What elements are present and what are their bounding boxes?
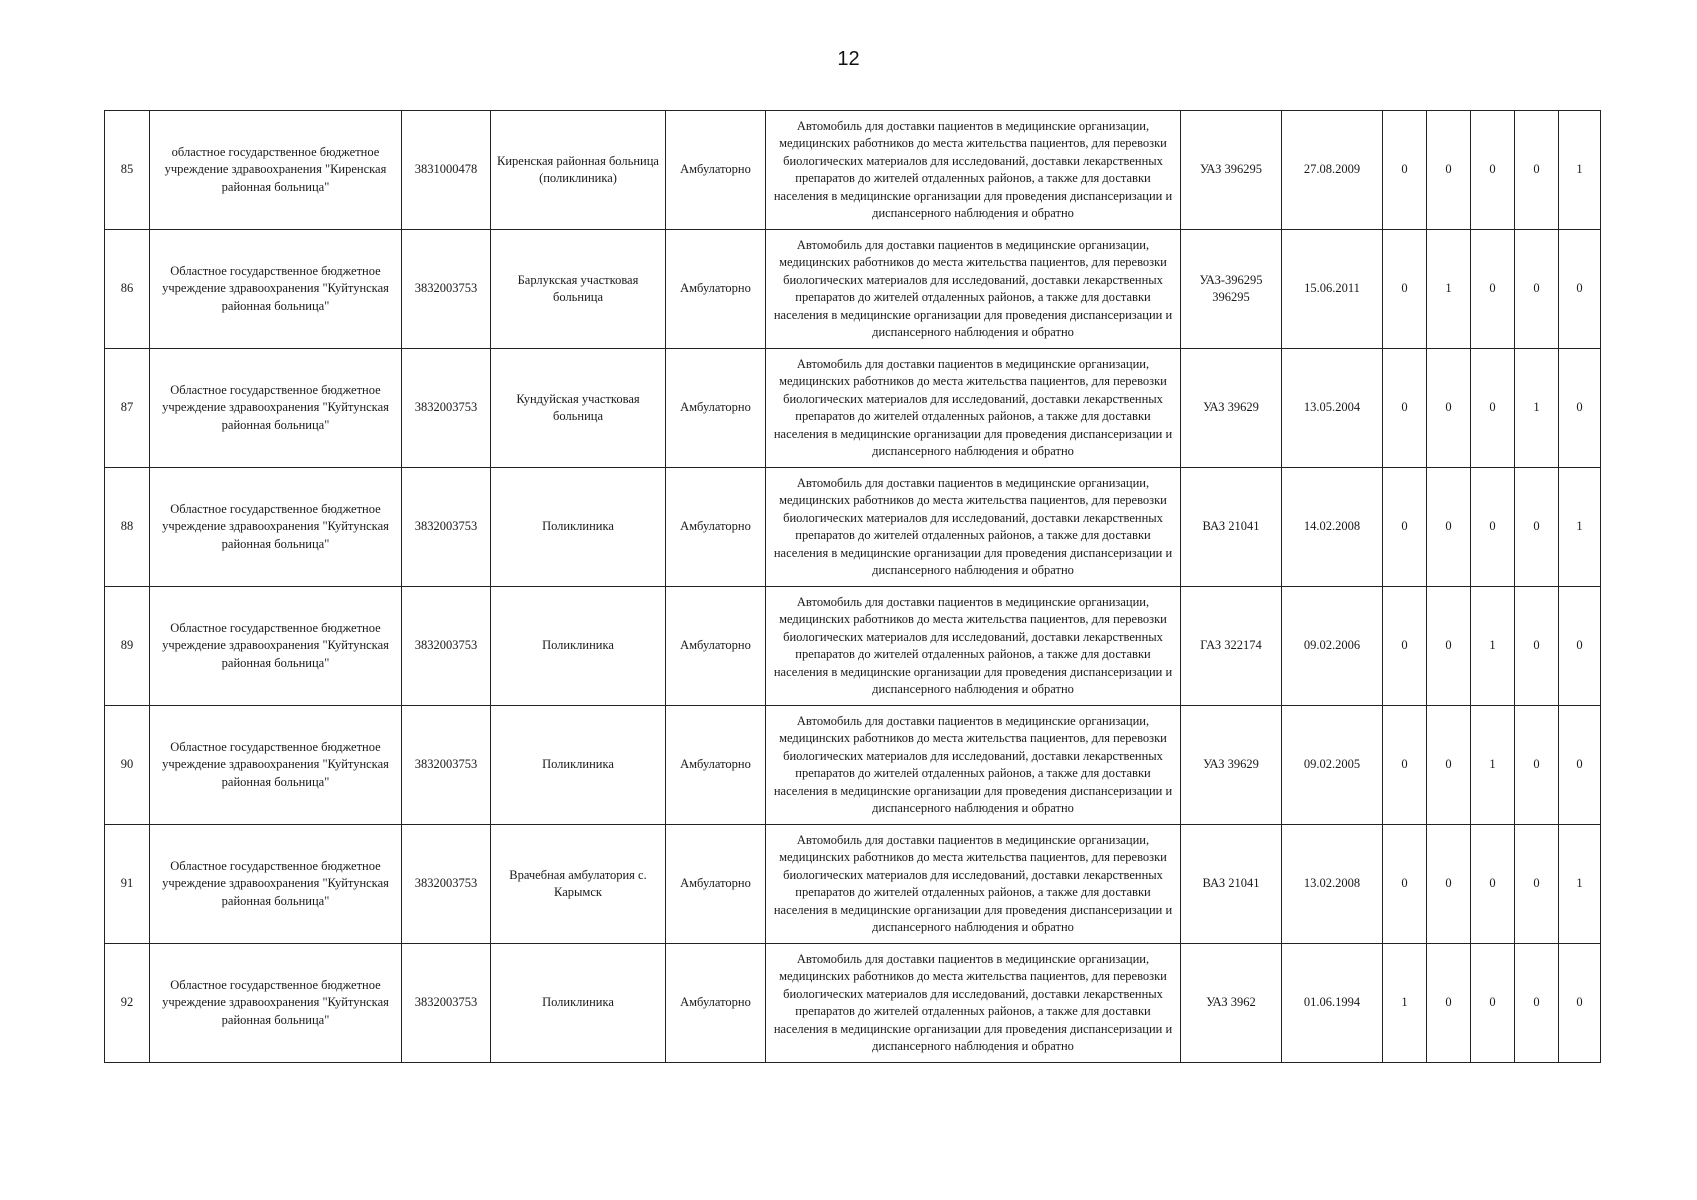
care-type: Амбулаторно (666, 825, 766, 944)
table-row (105, 944, 1601, 1063)
subdivision: Кундуйская участковая больница (491, 349, 666, 468)
count-col-5: 0 (1559, 230, 1601, 349)
vehicle-purpose: Автомобиль для доставки пациентов в медицинские организации, медицинских работников до места жительства пациентов, для перевозки биологических материалов для исследований, доставки лекарственных препаратов до жителей отдаленных районов, а также для доставки населения в медицинские организации для проведения диспансеризации и диспансерного наблюдения и обратно (766, 349, 1181, 468)
registration-date: 14.02.2008 (1282, 468, 1383, 587)
care-type: Амбулаторно (666, 944, 766, 1063)
count-col-5: 0 (1559, 587, 1601, 706)
count-col-2: 0 (1427, 587, 1471, 706)
inn: 3831000478 (402, 111, 491, 230)
vehicle-model: УАЗ-396295 396295 (1181, 230, 1282, 349)
organization-name: Областное государственное бюджетное учреждение здравоохранения "Куйтунская районная больница" (150, 230, 402, 349)
count-col-1: 1 (1383, 944, 1427, 1063)
count-col-3: 1 (1471, 706, 1515, 825)
count-col-3: 0 (1471, 944, 1515, 1063)
registration-date: 09.02.2006 (1282, 587, 1383, 706)
care-type: Амбулаторно (666, 349, 766, 468)
registration-date: 15.06.2011 (1282, 230, 1383, 349)
count-col-1: 0 (1383, 587, 1427, 706)
inn: 3832003753 (402, 468, 491, 587)
subdivision: Поликлиника (491, 706, 666, 825)
count-col-2: 0 (1427, 825, 1471, 944)
vehicle-model: УАЗ 3962 (1181, 944, 1282, 1063)
registration-date: 09.02.2005 (1282, 706, 1383, 825)
vehicle-model: ВАЗ 21041 (1181, 468, 1282, 587)
registration-date: 13.02.2008 (1282, 825, 1383, 944)
table-row (105, 468, 1601, 587)
count-col-1: 0 (1383, 349, 1427, 468)
count-col-3: 1 (1471, 587, 1515, 706)
count-col-3: 0 (1471, 825, 1515, 944)
count-col-1: 0 (1383, 825, 1427, 944)
count-col-1: 0 (1383, 230, 1427, 349)
row-number: 92 (105, 944, 150, 1063)
vehicle-model: УАЗ 39629 (1181, 349, 1282, 468)
row-number: 91 (105, 825, 150, 944)
count-col-4: 0 (1515, 825, 1559, 944)
inn: 3832003753 (402, 349, 491, 468)
vehicle-model: УАЗ 39629 (1181, 706, 1282, 825)
count-col-4: 0 (1515, 944, 1559, 1063)
count-col-4: 0 (1515, 230, 1559, 349)
vehicle-model: ГАЗ 322174 (1181, 587, 1282, 706)
vehicle-purpose: Автомобиль для доставки пациентов в медицинские организации, медицинских работников до места жительства пациентов, для перевозки биологических материалов для исследований, доставки лекарственных препаратов до жителей отдаленных районов, а также для доставки населения в медицинские организации для проведения диспансеризации и диспансерного наблюдения и обратно (766, 468, 1181, 587)
table-row (105, 230, 1601, 349)
organization-name: Областное государственное бюджетное учреждение здравоохранения "Куйтунская районная больница" (150, 468, 402, 587)
organization-name: областное государственное бюджетное учреждение здравоохранения "Киренская районная больница" (150, 111, 402, 230)
inn: 3832003753 (402, 587, 491, 706)
count-col-4: 0 (1515, 468, 1559, 587)
count-col-5: 0 (1559, 706, 1601, 825)
vehicle-model: ВАЗ 21041 (1181, 825, 1282, 944)
subdivision: Поликлиника (491, 468, 666, 587)
count-col-3: 0 (1471, 111, 1515, 230)
row-number: 90 (105, 706, 150, 825)
count-col-2: 0 (1427, 468, 1471, 587)
inn: 3832003753 (402, 706, 491, 825)
count-col-1: 0 (1383, 706, 1427, 825)
row-number: 85 (105, 111, 150, 230)
vehicle-purpose: Автомобиль для доставки пациентов в медицинские организации, медицинских работников до места жительства пациентов, для перевозки биологических материалов для исследований, доставки лекарственных препаратов до жителей отдаленных районов, а также для доставки населения в медицинские организации для проведения диспансеризации и диспансерного наблюдения и обратно (766, 111, 1181, 230)
organization-name: Областное государственное бюджетное учреждение здравоохранения "Куйтунская районная больница" (150, 825, 402, 944)
count-col-3: 0 (1471, 468, 1515, 587)
count-col-5: 1 (1559, 468, 1601, 587)
subdivision: Поликлиника (491, 587, 666, 706)
table-body (105, 111, 1601, 1063)
care-type: Амбулаторно (666, 468, 766, 587)
count-col-2: 0 (1427, 349, 1471, 468)
count-col-5: 0 (1559, 349, 1601, 468)
count-col-4: 0 (1515, 587, 1559, 706)
organization-name: Областное государственное бюджетное учреждение здравоохранения "Куйтунская районная больница" (150, 587, 402, 706)
count-col-3: 0 (1471, 349, 1515, 468)
registration-date: 13.05.2004 (1282, 349, 1383, 468)
row-number: 87 (105, 349, 150, 468)
count-col-1: 0 (1383, 111, 1427, 230)
vehicle-purpose: Автомобиль для доставки пациентов в медицинские организации, медицинских работников до места жительства пациентов, для перевозки биологических материалов для исследований, доставки лекарственных препаратов до жителей отдаленных районов, а также для доставки населения в медицинские организации для проведения диспансеризации и диспансерного наблюдения и обратно (766, 706, 1181, 825)
subdivision: Барлукская участковая больница (491, 230, 666, 349)
organization-name: Областное государственное бюджетное учреждение здравоохранения "Куйтунская районная больница" (150, 349, 402, 468)
care-type: Амбулаторно (666, 230, 766, 349)
inn: 3832003753 (402, 230, 491, 349)
row-number: 88 (105, 468, 150, 587)
row-number: 86 (105, 230, 150, 349)
vehicle-registry-table (104, 110, 1601, 1063)
count-col-4: 0 (1515, 111, 1559, 230)
page-number: 12 (837, 48, 860, 70)
care-type: Амбулаторно (666, 587, 766, 706)
subdivision: Поликлиника (491, 944, 666, 1063)
table-row (105, 587, 1601, 706)
registration-date: 01.06.1994 (1282, 944, 1383, 1063)
care-type: Амбулаторно (666, 111, 766, 230)
organization-name: Областное государственное бюджетное учреждение здравоохранения "Куйтунская районная больница" (150, 944, 402, 1063)
vehicle-purpose: Автомобиль для доставки пациентов в медицинские организации, медицинских работников до места жительства пациентов, для перевозки биологических материалов для исследований, доставки лекарственных препаратов до жителей отдаленных районов, а также для доставки населения в медицинские организации для проведения диспансеризации и диспансерного наблюдения и обратно (766, 944, 1181, 1063)
count-col-1: 0 (1383, 468, 1427, 587)
table-row (105, 706, 1601, 825)
count-col-5: 1 (1559, 825, 1601, 944)
vehicle-purpose: Автомобиль для доставки пациентов в медицинские организации, медицинских работников до места жительства пациентов, для перевозки биологических материалов для исследований, доставки лекарственных препаратов до жителей отдаленных районов, а также для доставки населения в медицинские организации для проведения диспансеризации и диспансерного наблюдения и обратно (766, 825, 1181, 944)
count-col-5: 0 (1559, 944, 1601, 1063)
subdivision: Врачебная амбулатория с. Карымск (491, 825, 666, 944)
count-col-4: 0 (1515, 706, 1559, 825)
inn: 3832003753 (402, 944, 491, 1063)
inn: 3832003753 (402, 825, 491, 944)
count-col-2: 1 (1427, 230, 1471, 349)
vehicle-purpose: Автомобиль для доставки пациентов в медицинские организации, медицинских работников до места жительства пациентов, для перевозки биологических материалов для исследований, доставки лекарственных препаратов до жителей отдаленных районов, а также для доставки населения в медицинские организации для проведения диспансеризации и диспансерного наблюдения и обратно (766, 587, 1181, 706)
count-col-2: 0 (1427, 944, 1471, 1063)
table-row (105, 825, 1601, 944)
care-type: Амбулаторно (666, 706, 766, 825)
table-row (105, 111, 1601, 230)
count-col-2: 0 (1427, 111, 1471, 230)
row-number: 89 (105, 587, 150, 706)
organization-name: Областное государственное бюджетное учреждение здравоохранения "Куйтунская районная больница" (150, 706, 402, 825)
count-col-2: 0 (1427, 706, 1471, 825)
table-row (105, 349, 1601, 468)
registration-date: 27.08.2009 (1282, 111, 1383, 230)
count-col-4: 1 (1515, 349, 1559, 468)
subdivision: Киренская районная больница (поликлиника) (491, 111, 666, 230)
vehicle-purpose: Автомобиль для доставки пациентов в медицинские организации, медицинских работников до места жительства пациентов, для перевозки биологических материалов для исследований, доставки лекарственных препаратов до жителей отдаленных районов, а также для доставки населения в медицинские организации для проведения диспансеризации и диспансерного наблюдения и обратно (766, 230, 1181, 349)
count-col-3: 0 (1471, 230, 1515, 349)
count-col-5: 1 (1559, 111, 1601, 230)
vehicle-model: УАЗ 396295 (1181, 111, 1282, 230)
